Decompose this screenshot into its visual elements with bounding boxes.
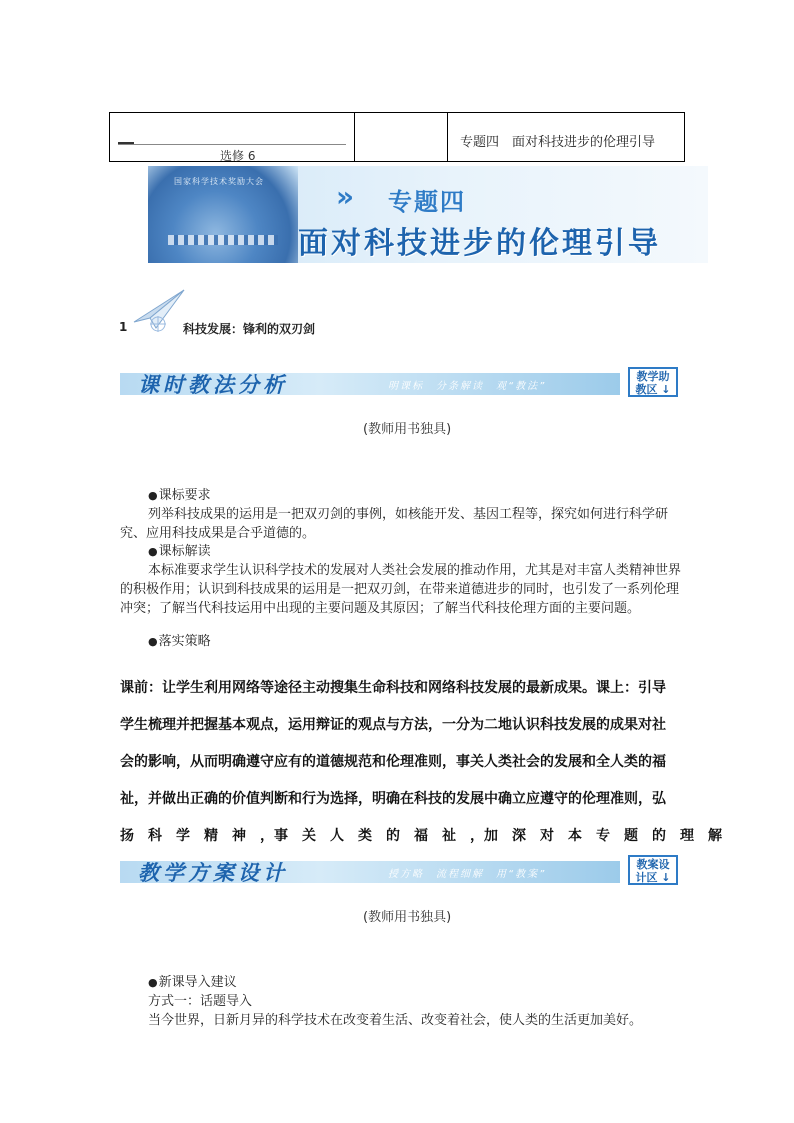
intro-text: 当今世界，日新月异的科学技术在改变着生活、改变着社会，使人类的生活更加美好。 (148, 1013, 643, 1028)
badge-line-2: 计区 ↓ (635, 871, 671, 884)
header-cell-module (110, 113, 355, 161)
badge-line-2: 教区 ↓ (635, 383, 671, 396)
conference-photo (148, 166, 298, 263)
section-title: 教学方案设计 (138, 860, 288, 885)
photo-caption: 国家科学技术奖励大会 (174, 177, 264, 186)
section-slogan: 明课标 分条解读 观“教法” (388, 381, 547, 392)
curriculum-interpretation-text: 本标准要求学生认识科学技术的发展对人类社会发展的推动作用，尤其是对丰富人类精神世界的积极作用；认识到科技成果的运用是一把双刃剑，在带来道德进步的同时，也引发了一系列伦理冲突；了解当代科技运用中出现的主要问题及其原因；了解当代科技伦理方面的主要问题。 (120, 563, 682, 616)
curriculum-interpretation-label: ● 课标解读 (148, 542, 211, 561)
implementation-strategy-label: ● 落实策略 (148, 632, 211, 651)
header-rule (118, 144, 346, 145)
teacher-only-note: (教师用书独具) (363, 910, 452, 925)
lesson-plan-badge[interactable] (628, 855, 678, 885)
new-lesson-intro-label: ● 新课导入建议 (148, 973, 237, 992)
lesson-title: 科技发展：锋利的双刃剑 (183, 322, 316, 336)
header-cell-empty (355, 113, 448, 161)
teaching-aid-badge[interactable] (628, 367, 678, 397)
section-bar-teaching-analysis (120, 367, 680, 399)
badge-line-1: 教案设 (636, 858, 670, 871)
strategy-line: 会的影响，从而明确遵守应有的道德规范和伦理准则，事关人类社会的发展和全人类的福 (120, 754, 666, 770)
header-cell-topic (448, 113, 684, 161)
curriculum-requirement-label: ● 课标要求 (148, 486, 211, 505)
strategy-line: 扬 科 学 精 神 ，事 关 人 类 的 福 祉 ，加 深 对 本 专 题 的 理 解 (120, 828, 722, 844)
strategy-line: 学生梳理并把握基本观点，运用辩证的观点与方法，一分为二地认识科技发展的成果对社 (120, 717, 666, 733)
banner-topic: 专题四 (388, 188, 466, 216)
badge-line-1: 教学助 (636, 370, 670, 383)
header-topic: 专题四 面对科技进步的伦理引导 (460, 135, 656, 150)
intro-method: 方式一：话题导入 (148, 994, 253, 1009)
paper-plane-icon (130, 288, 188, 336)
module-label: 选修 6 (220, 149, 256, 163)
curriculum-requirement-text: 列举科技成果的运用是一把双刃剑的事例，如核能开发、基因工程等，探究如何进行科学研究、应用科技成果是合乎道德的。 (120, 507, 669, 541)
section-slogan: 授方略 流程细解 用“教案” (388, 869, 547, 880)
strategy-line: 祉，并做出正确的价值判断和行为选择，明确在科技的发展中确立应遵守的伦理准则，弘 (120, 791, 666, 807)
section-bar-lesson-plan (120, 855, 680, 887)
header-table (109, 112, 685, 162)
section-title: 课时教法分析 (138, 372, 288, 397)
topic-banner (148, 166, 708, 263)
strategy-line: 课前：让学生利用网络等途径主动搜集生命科技和网络科技发展的最新成果。课上：引导 (120, 680, 666, 696)
teacher-only-note: (教师用书独具) (363, 422, 452, 437)
double-chevron-icon: » (336, 180, 347, 213)
lesson-number: 1 (119, 320, 128, 334)
strategy-paragraph (120, 673, 722, 851)
banner-title: 面对科技进步的伦理引导 (298, 226, 661, 261)
